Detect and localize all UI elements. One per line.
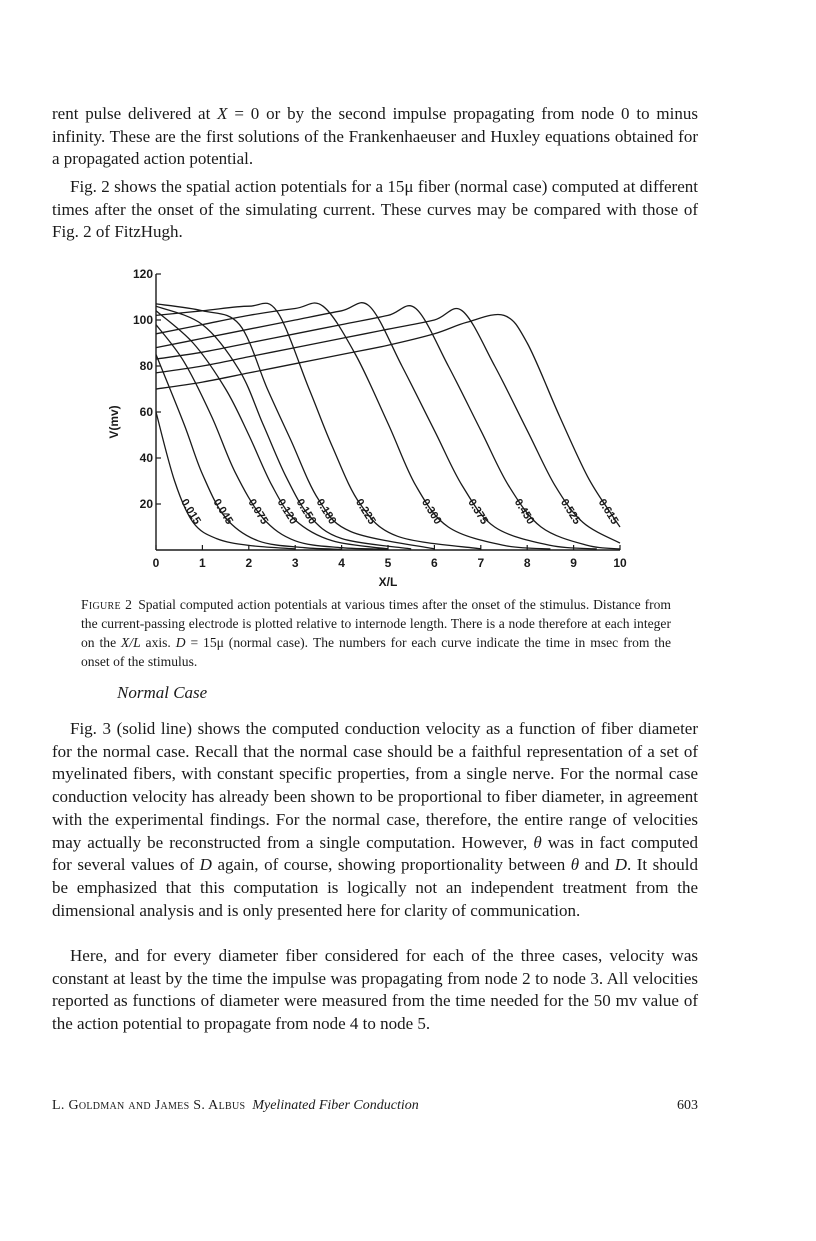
curve-label-0.075: 0.075 xyxy=(245,496,271,527)
y-tick-label: 60 xyxy=(139,405,153,419)
curve-label-0.300: 0.300 xyxy=(418,496,444,527)
curve-label-0.525: 0.525 xyxy=(557,496,583,527)
y-tick-label: 100 xyxy=(132,313,153,327)
curve-label-0.225: 0.225 xyxy=(352,496,378,527)
y-tick-label: 120 xyxy=(132,267,153,281)
y-axis-label: V(mv) xyxy=(107,405,121,439)
x-tick-label: 3 xyxy=(291,556,299,570)
curve-label-0.015: 0.015 xyxy=(178,496,203,527)
footer-running-head xyxy=(52,1098,419,1114)
figure-label: Figure 2 xyxy=(81,597,133,612)
x-tick-label: 1 xyxy=(199,556,206,570)
paragraph-normal-case: Fig. 3 (solid line) shows the computed conduction velocity as a function of fiber diameter for the normal case. Recall that the normal case should be a faithful representation of a set of myelinated fibers, with constant specific properties, from a single nerve. For the normal case conduction velocity has already been shown to be proportional to fiber diameter, in agreement with the experimental findings. For the normal case, therefore, the entire range of velocities may actually be reconstructed from a single computation. However, θ was in fact computed for several values of D again, of course, showing proportionality between θ and D. It should be emphasized that this computation is logically not an independent treatment from the dimensional analysis and is only presented here for clarity of communication. xyxy=(52,719,699,920)
footer-authors: L. Goldman and James S. Albus xyxy=(52,1098,246,1113)
x-axis-label: X/L xyxy=(378,575,398,589)
chart-svg xyxy=(104,262,644,592)
var-x: X xyxy=(217,104,228,123)
x-tick-label: 8 xyxy=(523,556,531,570)
section-heading: Normal Case xyxy=(117,683,208,702)
paragraph-velocity: Here, and for every diameter fiber considered for each of the three cases, velocity was constant at least by the time the impulse was propagating from node 2 to node 3. All velocities reported as functions of diameter were measured from the time needed for the 50 mv value of the action potential to propagate from node 4 to node 5. xyxy=(52,946,698,1034)
y-tick-label: 40 xyxy=(139,451,153,465)
curve-label-0.120: 0.120 xyxy=(274,496,300,527)
curve-label-0.375: 0.375 xyxy=(465,496,491,527)
curve-label-0.045: 0.045 xyxy=(210,496,236,527)
x-tick-label: 4 xyxy=(338,556,345,570)
page-footer xyxy=(52,1098,698,1114)
curve-label-0.615: 0.615 xyxy=(595,496,621,527)
x-tick-label: 9 xyxy=(570,556,577,570)
figure-2-chart xyxy=(104,262,644,592)
x-tick-label: 10 xyxy=(613,556,627,570)
footer-journal-title: Myelinated Fiber Conduction xyxy=(252,1098,419,1113)
curve-label-0.150: 0.150 xyxy=(293,496,319,527)
x-tick-label: 5 xyxy=(384,556,392,570)
page-number: 603 xyxy=(677,1098,698,1113)
curve-label-0.450: 0.450 xyxy=(511,496,537,527)
curve-label-0.180: 0.180 xyxy=(313,496,339,527)
y-tick-label: 20 xyxy=(139,497,153,511)
paragraph-continuation: rent pulse delivered at X = 0 or by the second impulse propagating from node 0 to minus infinity. These are the first solutions of the Frankenhaeuser and Huxley equations obtained for a propagated action potential. xyxy=(52,104,698,169)
y-tick-label: 80 xyxy=(139,359,153,373)
x-tick-label: 7 xyxy=(477,556,485,570)
x-tick-label: 0 xyxy=(152,556,160,570)
curve-0.615 xyxy=(156,315,620,527)
x-tick-label: 2 xyxy=(245,556,253,570)
paragraph-fig2-intro: Fig. 2 shows the spatial action potentials for a 15μ fiber (normal case) computed at different times after the onset of the simulating current. These curves may be compared with those of Fig. 2 of FitzHugh. xyxy=(52,177,698,242)
figure-caption: Figure 2 Spatial computed action potentials at various times after the onset of the stimulus. Distance from the current-passing electrode is plotted relative to internode length. There is a node therefore at each integer on the X/L axis. D = 15μ (normal case). The numbers for each curve indicate the time in msec from the onset of the stimulus. xyxy=(81,597,672,669)
x-tick-label: 6 xyxy=(431,556,438,570)
